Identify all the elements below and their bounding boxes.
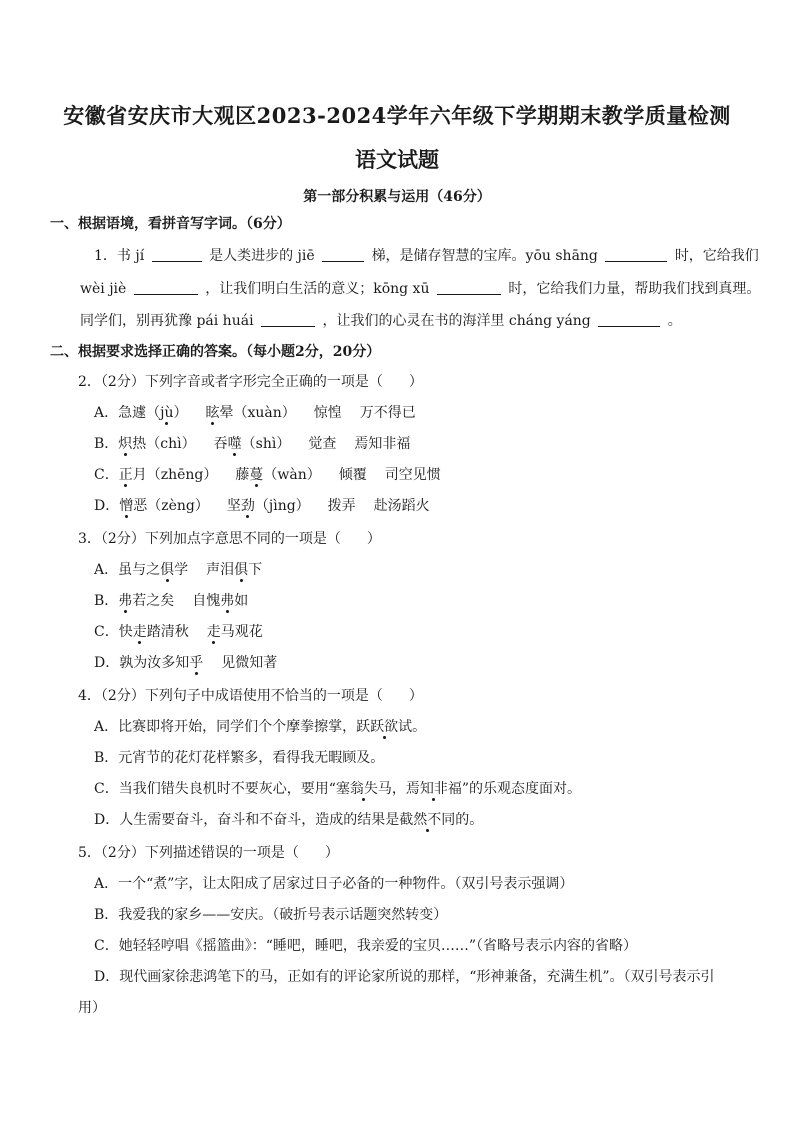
q3-option-c[interactable] (94, 622, 263, 642)
dotted-char: 蔓 (249, 467, 264, 483)
option-text: 自愧 (192, 593, 221, 609)
q4-option-b[interactable] (94, 748, 384, 768)
q5-option-c[interactable]: C．她轻轻哼唱《摇篮曲》：“睡吧，睡吧，我亲爱的宝贝……”（省略号表示内容的省略） (94, 938, 638, 954)
section2-heading: 二、根据要求选择正确的答案。（每小题2分，20分） (50, 344, 381, 360)
answer-blank[interactable] (598, 312, 660, 327)
option-text: 热（chì） (132, 436, 196, 452)
dotted-char: 俱 (234, 562, 249, 578)
option-text: 下 (248, 562, 263, 578)
q1-text: 同学们，别再犹豫 pái huái (80, 313, 254, 329)
option-text: 晕（xuàn） (219, 405, 296, 421)
q3-stem (78, 529, 381, 549)
option-text: 焉知非福 (354, 436, 411, 452)
option-text: 踏清秋 (146, 624, 189, 640)
option-text: （shì） (241, 436, 291, 452)
q5-option-b[interactable]: B．我爱我的家乡——安庆。（破折号表示话题突然转变） (94, 907, 448, 923)
q1-text: 是人类进步的 jiē (209, 248, 315, 264)
q2-option-d[interactable] (94, 496, 430, 516)
q3-option-b[interactable] (94, 591, 248, 611)
option-text: ”的乐观态度面对。 (461, 781, 582, 797)
q1-text: 时，它给我们力量，帮助我们找到真理。 (508, 281, 761, 297)
q2-option-c[interactable] (94, 465, 441, 485)
dotted-char: 走 (206, 624, 221, 640)
option-text: （wàn） (263, 467, 321, 483)
dotted-char: 眩 (205, 405, 220, 421)
option-text: 。 (412, 719, 427, 735)
q5-option-d[interactable]: D．现代画家徐悲鸿笔下的马，正如有的评论家所说的那样，“形神兼备，充满生机”。（双引号表示引 (94, 969, 715, 985)
exam-title: 安徽省安庆市大观区2023-2024学年六年级下学期期末教学质量检测 (63, 103, 731, 128)
q5-option-d-cont: 用） (78, 1000, 106, 1016)
option-text: 如 (234, 593, 249, 609)
option-text: B． (94, 593, 119, 609)
q4-option-a[interactable] (94, 717, 426, 737)
answer-blank[interactable] (437, 280, 501, 295)
option-text: 的。 (455, 812, 484, 828)
q5-option-a[interactable]: A．一个“煮”字，让太阳成了居家过日子必备的一种物件。（双引号表示强调） (94, 876, 574, 892)
answer-blank[interactable] (152, 247, 202, 262)
dotted-char: 噬 (227, 436, 242, 452)
option-text: 若之矣 (132, 593, 175, 609)
stem-text: ） (408, 374, 423, 390)
dotted-char: 憎 (119, 498, 134, 514)
q4-option-c[interactable] (94, 779, 581, 799)
dotted-char: 弗 (220, 593, 235, 609)
q4-stem (78, 686, 423, 706)
q5-stem (78, 843, 339, 863)
option-text: 藤 (235, 467, 250, 483)
option-text: 惊惶 (313, 405, 342, 421)
q1-line1 (94, 246, 759, 266)
option-text: B． (94, 436, 119, 452)
exam-subject: 语文试题 (355, 147, 439, 172)
dotted-char: 弗 (118, 593, 133, 609)
option-text: 见微知著 (221, 655, 278, 671)
stem-text: 3．（2分）下列加点字意思不同的一项是（ (78, 531, 341, 547)
stem-text: ） (324, 845, 339, 861)
q1-text: ，让我们的心灵在书的海洋里 cháng yáng (322, 313, 591, 329)
option-text: 声泪 (206, 562, 235, 578)
q1-text: 梯，是储存智慧的宝库。yōu shāng (371, 248, 598, 264)
option-text: ， (391, 781, 406, 797)
dotted-phrase: 截然不同 (399, 812, 456, 828)
option-text: C．当我们错失良机时不要灰心，要用“ (94, 781, 336, 797)
stem-text: ） (408, 688, 423, 704)
option-text: 倾覆 (338, 467, 367, 483)
option-text: A．比赛即将开始，同学们个个摩拳擦掌， (94, 719, 357, 735)
dotted-char: 劲 (240, 498, 255, 514)
option-text: D．人生需要奋斗，奋斗和不奋斗，造成的结果是 (94, 812, 400, 828)
dotted-char: 乎 (189, 655, 204, 671)
dotted-char: 俱 (160, 562, 175, 578)
dotted-phrase: 焉知非福 (405, 781, 462, 797)
option-text: A．虽与之 (94, 562, 161, 578)
option-text: 坚 (226, 498, 241, 514)
dotted-phrase: 跃跃欲试 (356, 719, 413, 735)
option-text: 吞 (213, 436, 228, 452)
option-text: 觉查 (308, 436, 337, 452)
q1-line3 (80, 311, 682, 331)
part-title: 第一部分积累与运用（46分） (303, 189, 491, 205)
option-text: ） (173, 405, 188, 421)
q3-option-d[interactable] (94, 653, 277, 673)
answer-blank[interactable] (134, 280, 198, 295)
option-text: 恶（zèng） (133, 498, 209, 514)
stem-text: ） (366, 531, 381, 547)
option-text: D． (94, 498, 120, 514)
dotted-char: 走 (132, 624, 147, 640)
dotted-char: 正 (118, 467, 133, 483)
option-text: 马观花 (220, 624, 263, 640)
q1-text: 。 (667, 313, 682, 329)
q1-text: 1．书 jí (94, 248, 145, 264)
option-text: 赴汤蹈火 (373, 498, 430, 514)
option-text: 学 (174, 562, 189, 578)
option-text: 司空见惯 (384, 467, 441, 483)
q2-option-b[interactable] (94, 434, 410, 454)
q1-line2 (80, 279, 760, 299)
option-text: B．元宵节的花灯花样繁多，看得我无暇顾及。 (94, 750, 385, 766)
option-text: D．孰为汝多知 (94, 655, 190, 671)
q1-text: 时，它给我们 (674, 248, 759, 264)
dotted-char: jù (160, 405, 174, 421)
stem-text: 5．（2分）下列描述错误的一项是（ (78, 845, 299, 861)
answer-blank[interactable] (261, 312, 315, 327)
option-text: （jìng） (254, 498, 310, 514)
option-text: C． (94, 467, 119, 483)
dotted-phrase: 塞翁失马 (335, 781, 392, 797)
stem-text: 4．（2分）下列句子中成语使用不恰当的一项是（ (78, 688, 383, 704)
q3-option-a[interactable] (94, 560, 262, 580)
q2-stem (78, 372, 423, 392)
option-text: A．急遽（ (94, 405, 161, 421)
section1-heading: 一、根据语境，看拼音写字词。（6分） (50, 216, 291, 232)
q4-option-d[interactable] (94, 810, 483, 830)
dotted-char: 炽 (118, 436, 133, 452)
stem-text: 2．（2分）下列字音或者字形完全正确的一项是（ (78, 374, 383, 390)
q1-text: wèi jiè (80, 281, 127, 297)
option-text: 拨弄 (327, 498, 356, 514)
answer-blank[interactable] (322, 247, 364, 262)
answer-blank[interactable] (605, 247, 667, 262)
q1-text: ，让我们明白生活的意义；kōng xū (205, 281, 430, 297)
option-text: 万不得已 (359, 405, 416, 421)
option-text: 月（zhēng） (132, 467, 218, 483)
option-text: C．快 (94, 624, 133, 640)
q2-option-a[interactable] (94, 403, 416, 423)
